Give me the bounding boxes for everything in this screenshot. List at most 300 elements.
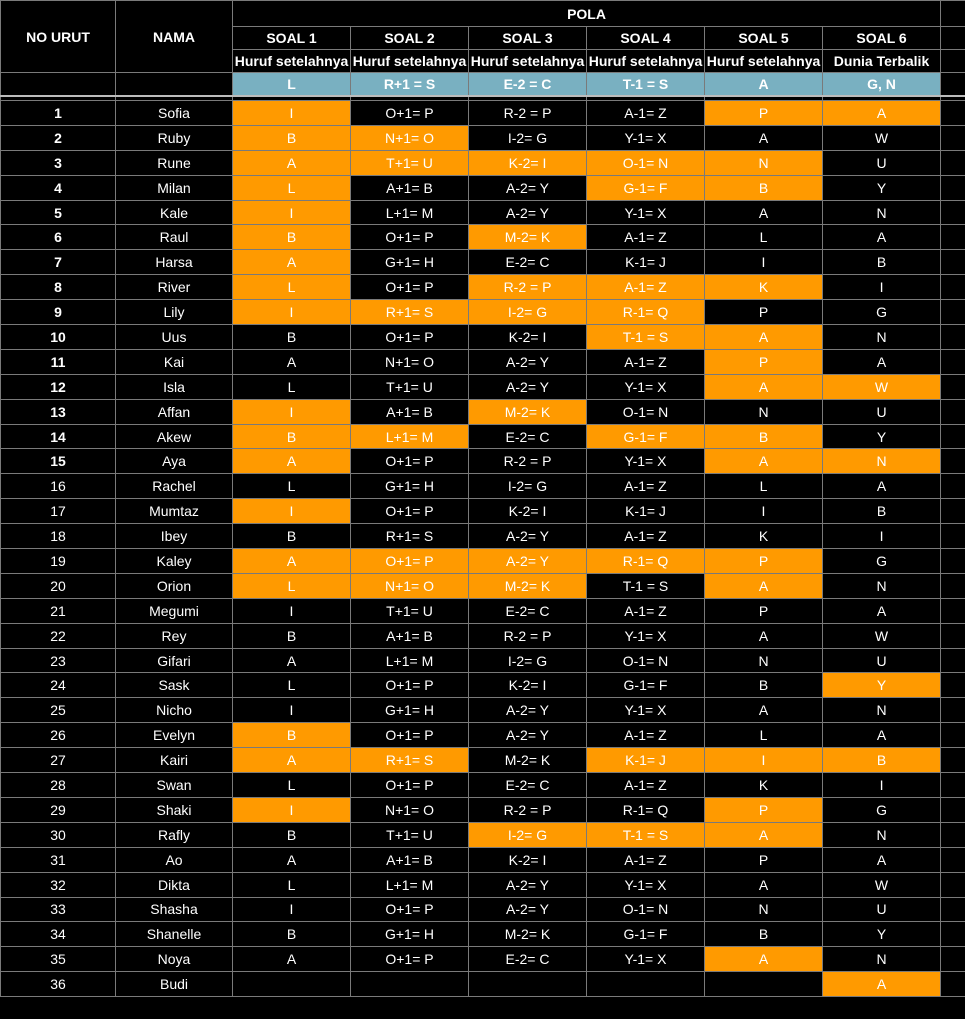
soal-4-answer-cell[interactable]: G-1= F [587, 424, 705, 449]
row-number-cell[interactable]: 35 [1, 947, 116, 972]
empty-cell[interactable] [941, 225, 965, 250]
soal-2-answer-cell[interactable]: N+1= O [351, 125, 469, 150]
row-number-cell[interactable]: 9 [1, 300, 116, 325]
soal-4-answer-cell[interactable]: G-1= F [587, 175, 705, 200]
soal-4-answer-cell[interactable]: T-1 = S [587, 573, 705, 598]
soal-6-answer-cell[interactable]: Y [823, 424, 941, 449]
soal-5-answer-cell[interactable]: A [705, 573, 823, 598]
row-number-cell[interactable]: 4 [1, 175, 116, 200]
soal-4-answer-cell[interactable]: O-1= N [587, 897, 705, 922]
soal-6-answer-cell[interactable]: I [823, 275, 941, 300]
soal-1-answer-cell[interactable]: I [233, 897, 351, 922]
soal-4-title[interactable]: SOAL 4 [587, 27, 705, 50]
soal-6-answer-cell[interactable]: G [823, 300, 941, 325]
soal-4-answer-cell[interactable]: R-1= Q [587, 797, 705, 822]
soal-4-answer-cell[interactable]: T-1 = S [587, 822, 705, 847]
soal-1-answer-cell[interactable]: L [233, 872, 351, 897]
soal-6-answer-cell[interactable]: A [823, 349, 941, 374]
empty-cell[interactable] [941, 797, 965, 822]
row-number-cell[interactable]: 24 [1, 673, 116, 698]
empty-cell[interactable] [941, 897, 965, 922]
row-number-cell[interactable]: 28 [1, 773, 116, 798]
soal-6-answer-cell[interactable]: W [823, 623, 941, 648]
soal-2-title[interactable]: SOAL 2 [351, 27, 469, 50]
soal-1-answer-cell[interactable]: I [233, 399, 351, 424]
soal-6-title[interactable]: SOAL 6 [823, 27, 941, 50]
soal-6-answer-cell[interactable]: A [823, 225, 941, 250]
empty-cell[interactable] [941, 748, 965, 773]
row-number-cell[interactable]: 10 [1, 325, 116, 350]
soal-6-answer-cell[interactable]: N [823, 698, 941, 723]
soal-2-answer-cell[interactable]: O+1= P [351, 673, 469, 698]
soal-6-answer-cell[interactable]: U [823, 897, 941, 922]
soal-3-answer-cell[interactable]: K-2= I [469, 150, 587, 175]
soal-4-answer-cell[interactable]: A-1= Z [587, 474, 705, 499]
empty-cell[interactable] [941, 250, 965, 275]
soal-6-answer-cell[interactable]: A [823, 972, 941, 997]
student-name-cell[interactable]: Affan [116, 399, 233, 424]
student-name-cell[interactable]: Gifari [116, 648, 233, 673]
soal-5-answer-cell[interactable]: P [705, 549, 823, 574]
student-name-cell[interactable]: Harsa [116, 250, 233, 275]
soal-2-answer-cell[interactable]: N+1= O [351, 797, 469, 822]
soal-4-answer-cell[interactable]: Y-1= X [587, 125, 705, 150]
soal-1-answer-cell[interactable]: B [233, 424, 351, 449]
soal-3-answer-cell[interactable]: A-2= Y [469, 698, 587, 723]
soal-6-answer-cell[interactable]: N [823, 947, 941, 972]
no-header[interactable]: NO URUT [1, 1, 116, 73]
row-number-cell[interactable]: 32 [1, 872, 116, 897]
student-name-cell[interactable]: Noya [116, 947, 233, 972]
soal-3-answer-cell[interactable]: K-2= I [469, 499, 587, 524]
soal-2-answer-cell[interactable]: O+1= P [351, 101, 469, 126]
soal-4-answer-cell[interactable]: G-1= F [587, 673, 705, 698]
soal-2-answer-cell[interactable]: O+1= P [351, 325, 469, 350]
student-name-cell[interactable]: Sask [116, 673, 233, 698]
row-number-cell[interactable]: 33 [1, 897, 116, 922]
empty-cell[interactable] [941, 101, 965, 126]
soal-1-answer-cell[interactable]: L [233, 474, 351, 499]
soal-1-answer-cell[interactable]: A [233, 748, 351, 773]
soal-2-answer-cell[interactable]: A+1= B [351, 623, 469, 648]
soal-4-answer-cell[interactable]: A-1= Z [587, 349, 705, 374]
soal-3-key[interactable]: E-2 = C [469, 73, 587, 97]
soal-5-answer-cell[interactable]: P [705, 797, 823, 822]
soal-1-answer-cell[interactable]: L [233, 374, 351, 399]
row-number-cell[interactable]: 12 [1, 374, 116, 399]
student-name-cell[interactable]: Aya [116, 449, 233, 474]
empty-cell[interactable] [941, 822, 965, 847]
row-number-cell[interactable]: 1 [1, 101, 116, 126]
student-name-cell[interactable]: Kaley [116, 549, 233, 574]
soal-6-answer-cell[interactable]: W [823, 374, 941, 399]
soal-5-answer-cell[interactable]: K [705, 773, 823, 798]
soal-1-answer-cell[interactable]: B [233, 125, 351, 150]
soal-5-answer-cell[interactable]: K [705, 524, 823, 549]
soal-5-answer-cell[interactable]: A [705, 822, 823, 847]
soal-6-answer-cell[interactable]: G [823, 797, 941, 822]
soal-1-answer-cell[interactable]: A [233, 349, 351, 374]
empty-cell[interactable] [941, 325, 965, 350]
row-number-cell[interactable]: 11 [1, 349, 116, 374]
soal-2-answer-cell[interactable]: O+1= P [351, 449, 469, 474]
soal-1-answer-cell[interactable]: A [233, 847, 351, 872]
soal-6-answer-cell[interactable]: A [823, 101, 941, 126]
soal-5-answer-cell[interactable]: N [705, 399, 823, 424]
student-name-cell[interactable]: Lily [116, 300, 233, 325]
soal-1-answer-cell[interactable] [233, 972, 351, 997]
soal-4-answer-cell[interactable]: Y-1= X [587, 623, 705, 648]
soal-6-answer-cell[interactable]: B [823, 748, 941, 773]
soal-2-answer-cell[interactable]: T+1= U [351, 822, 469, 847]
soal-4-answer-cell[interactable]: O-1= N [587, 399, 705, 424]
row-number-cell[interactable]: 22 [1, 623, 116, 648]
soal-1-answer-cell[interactable]: B [233, 922, 351, 947]
soal-1-answer-cell[interactable]: B [233, 723, 351, 748]
soal-2-answer-cell[interactable]: G+1= H [351, 698, 469, 723]
student-name-cell[interactable]: Rey [116, 623, 233, 648]
student-name-cell[interactable]: Isla [116, 374, 233, 399]
empty-cell[interactable] [941, 73, 965, 97]
soal-3-answer-cell[interactable]: R-2 = P [469, 623, 587, 648]
soal-1-answer-cell[interactable]: I [233, 598, 351, 623]
soal-3-answer-cell[interactable]: A-2= Y [469, 200, 587, 225]
soal-3-answer-cell[interactable]: A-2= Y [469, 524, 587, 549]
student-name-cell[interactable]: River [116, 275, 233, 300]
soal-2-answer-cell[interactable]: L+1= M [351, 424, 469, 449]
soal-5-answer-cell[interactable]: B [705, 673, 823, 698]
soal-1-answer-cell[interactable]: A [233, 648, 351, 673]
empty-cell[interactable] [941, 349, 965, 374]
soal-1-answer-cell[interactable]: B [233, 524, 351, 549]
row-number-cell[interactable]: 21 [1, 598, 116, 623]
soal-2-answer-cell[interactable]: T+1= U [351, 374, 469, 399]
soal-2-key[interactable]: R+1 = S [351, 73, 469, 97]
row-number-cell[interactable]: 19 [1, 549, 116, 574]
soal-4-answer-cell[interactable]: K-1= J [587, 499, 705, 524]
student-name-cell[interactable]: Budi [116, 972, 233, 997]
empty-cell[interactable] [941, 972, 965, 997]
empty-cell[interactable] [941, 200, 965, 225]
soal-4-answer-cell[interactable] [587, 972, 705, 997]
soal-2-answer-cell[interactable]: N+1= O [351, 573, 469, 598]
empty-cell[interactable] [941, 673, 965, 698]
soal-5-answer-cell[interactable]: N [705, 897, 823, 922]
soal-1-answer-cell[interactable]: L [233, 175, 351, 200]
soal-1-answer-cell[interactable]: I [233, 101, 351, 126]
empty-cell[interactable] [941, 573, 965, 598]
soal-3-answer-cell[interactable]: E-2= C [469, 250, 587, 275]
soal-3-answer-cell[interactable]: K-2= I [469, 325, 587, 350]
soal-1-title[interactable]: SOAL 1 [233, 27, 351, 50]
soal-4-answer-cell[interactable]: R-1= Q [587, 549, 705, 574]
soal-4-answer-cell[interactable]: Y-1= X [587, 449, 705, 474]
student-name-cell[interactable]: Shasha [116, 897, 233, 922]
empty-cell[interactable] [941, 499, 965, 524]
student-name-cell[interactable]: Ibey [116, 524, 233, 549]
soal-1-answer-cell[interactable]: I [233, 200, 351, 225]
row-number-cell[interactable]: 31 [1, 847, 116, 872]
soal-5-answer-cell[interactable]: B [705, 424, 823, 449]
soal-2-answer-cell[interactable]: O+1= P [351, 897, 469, 922]
soal-1-answer-cell[interactable]: B [233, 325, 351, 350]
soal-2-desc[interactable]: Huruf setelahnya [351, 50, 469, 73]
soal-3-answer-cell[interactable]: A-2= Y [469, 897, 587, 922]
soal-3-answer-cell[interactable]: A-2= Y [469, 723, 587, 748]
soal-3-answer-cell[interactable]: I-2= G [469, 822, 587, 847]
soal-3-answer-cell[interactable] [469, 972, 587, 997]
soal-5-answer-cell[interactable]: A [705, 200, 823, 225]
soal-6-answer-cell[interactable]: N [823, 822, 941, 847]
empty-cell[interactable] [941, 847, 965, 872]
row-number-cell[interactable]: 2 [1, 125, 116, 150]
soal-3-answer-cell[interactable]: A-2= Y [469, 872, 587, 897]
soal-6-answer-cell[interactable]: U [823, 150, 941, 175]
empty-cell[interactable] [941, 773, 965, 798]
soal-5-answer-cell[interactable]: L [705, 723, 823, 748]
empty-cell[interactable] [941, 1, 965, 27]
soal-2-answer-cell[interactable]: O+1= P [351, 225, 469, 250]
soal-5-answer-cell[interactable]: A [705, 325, 823, 350]
soal-3-answer-cell[interactable]: R-2 = P [469, 101, 587, 126]
empty-cell[interactable] [941, 549, 965, 574]
row-number-cell[interactable]: 17 [1, 499, 116, 524]
soal-3-answer-cell[interactable]: E-2= C [469, 947, 587, 972]
soal-2-answer-cell[interactable]: O+1= P [351, 549, 469, 574]
soal-6-key[interactable]: G, N [823, 73, 941, 97]
soal-3-answer-cell[interactable]: A-2= Y [469, 549, 587, 574]
soal-1-answer-cell[interactable]: A [233, 449, 351, 474]
soal-6-answer-cell[interactable]: Y [823, 175, 941, 200]
soal-2-answer-cell[interactable]: A+1= B [351, 847, 469, 872]
soal-5-answer-cell[interactable]: P [705, 349, 823, 374]
empty-cell[interactable] [941, 598, 965, 623]
soal-1-answer-cell[interactable]: L [233, 573, 351, 598]
student-name-cell[interactable]: Ao [116, 847, 233, 872]
soal-2-answer-cell[interactable]: O+1= P [351, 773, 469, 798]
soal-2-answer-cell[interactable]: O+1= P [351, 499, 469, 524]
soal-1-answer-cell[interactable]: A [233, 549, 351, 574]
soal-3-answer-cell[interactable]: I-2= G [469, 474, 587, 499]
soal-4-answer-cell[interactable]: R-1= Q [587, 300, 705, 325]
soal-6-answer-cell[interactable]: N [823, 325, 941, 350]
empty-cell[interactable] [941, 27, 965, 50]
soal-6-answer-cell[interactable]: A [823, 847, 941, 872]
row-number-cell[interactable]: 20 [1, 573, 116, 598]
student-name-cell[interactable]: Rafly [116, 822, 233, 847]
row-number-cell[interactable]: 26 [1, 723, 116, 748]
soal-5-answer-cell[interactable]: A [705, 125, 823, 150]
soal-3-answer-cell[interactable]: I-2= G [469, 300, 587, 325]
row-number-cell[interactable]: 27 [1, 748, 116, 773]
soal-5-answer-cell[interactable]: A [705, 449, 823, 474]
empty-cell[interactable] [941, 150, 965, 175]
soal-1-answer-cell[interactable]: L [233, 275, 351, 300]
soal-4-answer-cell[interactable]: A-1= Z [587, 773, 705, 798]
soal-2-answer-cell[interactable]: L+1= M [351, 648, 469, 673]
soal-1-answer-cell[interactable]: B [233, 623, 351, 648]
student-name-cell[interactable]: Nicho [116, 698, 233, 723]
soal-5-answer-cell[interactable]: L [705, 474, 823, 499]
student-name-cell[interactable]: Kale [116, 200, 233, 225]
soal-5-answer-cell[interactable]: B [705, 922, 823, 947]
row-number-cell[interactable]: 5 [1, 200, 116, 225]
soal-5-key[interactable]: A [705, 73, 823, 97]
soal-3-answer-cell[interactable]: K-2= I [469, 847, 587, 872]
student-name-cell[interactable]: Evelyn [116, 723, 233, 748]
row-number-cell[interactable]: 16 [1, 474, 116, 499]
row-number-cell[interactable]: 25 [1, 698, 116, 723]
soal-4-answer-cell[interactable]: A-1= Z [587, 101, 705, 126]
soal-6-answer-cell[interactable]: W [823, 125, 941, 150]
student-name-cell[interactable]: Uus [116, 325, 233, 350]
empty-cell[interactable] [941, 623, 965, 648]
soal-4-answer-cell[interactable]: K-1= J [587, 250, 705, 275]
soal-4-answer-cell[interactable]: K-1= J [587, 748, 705, 773]
soal-2-answer-cell[interactable]: A+1= B [351, 175, 469, 200]
soal-5-answer-cell[interactable]: N [705, 648, 823, 673]
soal-6-answer-cell[interactable]: N [823, 200, 941, 225]
soal-1-answer-cell[interactable]: B [233, 225, 351, 250]
empty-cell[interactable] [941, 374, 965, 399]
soal-3-answer-cell[interactable]: E-2= C [469, 773, 587, 798]
soal-4-answer-cell[interactable]: A-1= Z [587, 524, 705, 549]
soal-4-answer-cell[interactable]: A-1= Z [587, 225, 705, 250]
soal-3-answer-cell[interactable]: A-2= Y [469, 349, 587, 374]
empty-cell[interactable] [116, 73, 233, 97]
empty-cell[interactable] [941, 524, 965, 549]
empty-cell[interactable] [941, 723, 965, 748]
soal-5-answer-cell[interactable]: A [705, 872, 823, 897]
soal-2-answer-cell[interactable]: T+1= U [351, 150, 469, 175]
soal-3-answer-cell[interactable]: A-2= Y [469, 175, 587, 200]
soal-5-answer-cell[interactable]: A [705, 623, 823, 648]
empty-cell[interactable] [941, 300, 965, 325]
student-name-cell[interactable]: Kai [116, 349, 233, 374]
soal-5-answer-cell[interactable]: A [705, 374, 823, 399]
row-number-cell[interactable]: 29 [1, 797, 116, 822]
soal-1-answer-cell[interactable]: L [233, 773, 351, 798]
row-number-cell[interactable]: 8 [1, 275, 116, 300]
row-number-cell[interactable]: 13 [1, 399, 116, 424]
soal-5-title[interactable]: SOAL 5 [705, 27, 823, 50]
soal-6-answer-cell[interactable]: I [823, 524, 941, 549]
soal-6-desc[interactable]: Dunia Terbalik [823, 50, 941, 73]
student-name-cell[interactable]: Sofia [116, 101, 233, 126]
row-number-cell[interactable]: 30 [1, 822, 116, 847]
soal-5-answer-cell[interactable]: P [705, 847, 823, 872]
soal-4-answer-cell[interactable]: Y-1= X [587, 698, 705, 723]
empty-cell[interactable] [941, 275, 965, 300]
soal-2-answer-cell[interactable]: O+1= P [351, 275, 469, 300]
soal-1-answer-cell[interactable]: A [233, 250, 351, 275]
soal-4-answer-cell[interactable]: O-1= N [587, 150, 705, 175]
soal-3-answer-cell[interactable]: M-2= K [469, 922, 587, 947]
soal-1-answer-cell[interactable]: A [233, 150, 351, 175]
soal-2-answer-cell[interactable]: L+1= M [351, 200, 469, 225]
soal-2-answer-cell[interactable]: L+1= M [351, 872, 469, 897]
soal-6-answer-cell[interactable]: A [823, 474, 941, 499]
soal-4-answer-cell[interactable]: Y-1= X [587, 374, 705, 399]
soal-2-answer-cell[interactable]: T+1= U [351, 598, 469, 623]
soal-5-answer-cell[interactable]: I [705, 250, 823, 275]
soal-3-answer-cell[interactable]: R-2 = P [469, 797, 587, 822]
soal-2-answer-cell[interactable]: O+1= P [351, 723, 469, 748]
soal-3-answer-cell[interactable]: I-2= G [469, 648, 587, 673]
student-name-cell[interactable]: Raul [116, 225, 233, 250]
empty-cell[interactable] [941, 474, 965, 499]
soal-3-answer-cell[interactable]: K-2= I [469, 673, 587, 698]
soal-5-answer-cell[interactable] [705, 972, 823, 997]
soal-5-answer-cell[interactable]: B [705, 175, 823, 200]
row-number-cell[interactable]: 36 [1, 972, 116, 997]
soal-4-answer-cell[interactable]: Y-1= X [587, 947, 705, 972]
soal-5-answer-cell[interactable]: N [705, 150, 823, 175]
soal-6-answer-cell[interactable]: N [823, 573, 941, 598]
soal-6-answer-cell[interactable]: U [823, 399, 941, 424]
soal-4-answer-cell[interactable]: A-1= Z [587, 275, 705, 300]
soal-3-answer-cell[interactable]: R-2 = P [469, 449, 587, 474]
soal-6-answer-cell[interactable]: Y [823, 922, 941, 947]
soal-3-answer-cell[interactable]: R-2 = P [469, 275, 587, 300]
row-number-cell[interactable]: 14 [1, 424, 116, 449]
soal-4-answer-cell[interactable]: A-1= Z [587, 847, 705, 872]
row-number-cell[interactable]: 3 [1, 150, 116, 175]
empty-cell[interactable] [941, 424, 965, 449]
soal-1-desc[interactable]: Huruf setelahnya [233, 50, 351, 73]
name-header[interactable]: NAMA [116, 1, 233, 73]
empty-cell[interactable] [941, 175, 965, 200]
student-name-cell[interactable]: Milan [116, 175, 233, 200]
soal-2-answer-cell[interactable]: N+1= O [351, 349, 469, 374]
soal-5-answer-cell[interactable]: P [705, 101, 823, 126]
soal-5-answer-cell[interactable]: P [705, 300, 823, 325]
student-name-cell[interactable]: Swan [116, 773, 233, 798]
row-number-cell[interactable]: 23 [1, 648, 116, 673]
soal-4-answer-cell[interactable]: Y-1= X [587, 872, 705, 897]
soal-6-answer-cell[interactable]: B [823, 250, 941, 275]
soal-3-answer-cell[interactable]: E-2= C [469, 424, 587, 449]
student-name-cell[interactable]: Kairi [116, 748, 233, 773]
student-name-cell[interactable]: Ruby [116, 125, 233, 150]
empty-cell[interactable] [941, 698, 965, 723]
soal-3-answer-cell[interactable]: M-2= K [469, 399, 587, 424]
student-name-cell[interactable]: Megumi [116, 598, 233, 623]
soal-6-answer-cell[interactable]: N [823, 449, 941, 474]
pola-header[interactable]: POLA [233, 1, 941, 27]
soal-6-answer-cell[interactable]: A [823, 598, 941, 623]
soal-5-answer-cell[interactable]: I [705, 499, 823, 524]
soal-5-answer-cell[interactable]: K [705, 275, 823, 300]
soal-3-answer-cell[interactable]: M-2= K [469, 573, 587, 598]
soal-1-answer-cell[interactable]: A [233, 947, 351, 972]
soal-1-answer-cell[interactable]: I [233, 499, 351, 524]
soal-6-answer-cell[interactable]: I [823, 773, 941, 798]
empty-cell[interactable] [941, 449, 965, 474]
soal-5-answer-cell[interactable]: A [705, 698, 823, 723]
soal-1-answer-cell[interactable]: I [233, 300, 351, 325]
soal-4-answer-cell[interactable]: O-1= N [587, 648, 705, 673]
student-name-cell[interactable]: Dikta [116, 872, 233, 897]
student-name-cell[interactable]: Orion [116, 573, 233, 598]
soal-3-answer-cell[interactable]: M-2= K [469, 748, 587, 773]
empty-cell[interactable] [941, 947, 965, 972]
row-number-cell[interactable]: 15 [1, 449, 116, 474]
student-name-cell[interactable]: Rune [116, 150, 233, 175]
empty-cell[interactable] [941, 648, 965, 673]
soal-2-answer-cell[interactable]: R+1= S [351, 524, 469, 549]
soal-1-answer-cell[interactable]: I [233, 797, 351, 822]
